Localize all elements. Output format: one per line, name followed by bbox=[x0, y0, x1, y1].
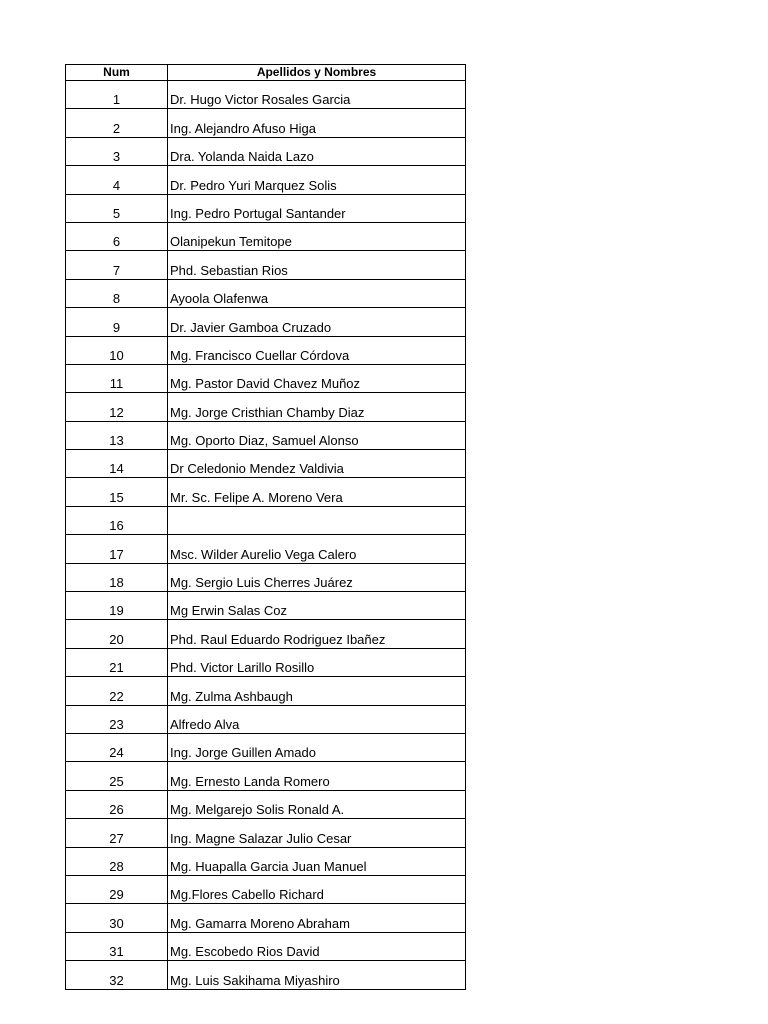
table-row bbox=[66, 364, 466, 392]
table-row bbox=[66, 961, 466, 989]
row-number: 10 bbox=[66, 336, 168, 364]
row-number: 26 bbox=[66, 790, 168, 818]
row-name: Ayoola Olafenwa bbox=[168, 279, 466, 307]
row-number: 2 bbox=[66, 109, 168, 137]
table-body bbox=[66, 81, 466, 990]
row-number: 18 bbox=[66, 563, 168, 591]
row-name: Mg.Flores Cabello Richard bbox=[168, 875, 466, 903]
row-number: 22 bbox=[66, 677, 168, 705]
table-row bbox=[66, 393, 466, 421]
table-row bbox=[66, 421, 466, 449]
table-row bbox=[66, 251, 466, 279]
table-row bbox=[66, 506, 466, 534]
row-name: Dra. Yolanda Naida Lazo bbox=[168, 137, 466, 165]
row-name: Ing. Magne Salazar Julio Cesar bbox=[168, 819, 466, 847]
row-number: 16 bbox=[66, 506, 168, 534]
table-row bbox=[66, 904, 466, 932]
row-number: 8 bbox=[66, 279, 168, 307]
table-row bbox=[66, 563, 466, 591]
row-number: 4 bbox=[66, 166, 168, 194]
table-row bbox=[66, 847, 466, 875]
table-row bbox=[66, 705, 466, 733]
table-row bbox=[66, 762, 466, 790]
row-name: Mg. Sergio Luis Cherres Juárez bbox=[168, 563, 466, 591]
row-number: 32 bbox=[66, 961, 168, 989]
row-name: Phd. Victor Larillo Rosillo bbox=[168, 648, 466, 676]
row-number: 29 bbox=[66, 875, 168, 903]
row-number: 30 bbox=[66, 904, 168, 932]
row-number: 17 bbox=[66, 535, 168, 563]
table-row bbox=[66, 620, 466, 648]
table-row bbox=[66, 592, 466, 620]
row-number: 6 bbox=[66, 222, 168, 250]
table-row bbox=[66, 875, 466, 903]
row-name: Mg. Melgarejo Solis Ronald A. bbox=[168, 790, 466, 818]
table-row bbox=[66, 336, 466, 364]
row-number: 3 bbox=[66, 137, 168, 165]
table-row bbox=[66, 279, 466, 307]
row-name: Dr Celedonio Mendez Valdivia bbox=[168, 450, 466, 478]
row-number: 5 bbox=[66, 194, 168, 222]
row-name: Mg. Luis Sakihama Miyashiro bbox=[168, 961, 466, 989]
row-number: 12 bbox=[66, 393, 168, 421]
row-number: 19 bbox=[66, 592, 168, 620]
row-name: Dr. Javier Gamboa Cruzado bbox=[168, 308, 466, 336]
table-row bbox=[66, 790, 466, 818]
row-number: 28 bbox=[66, 847, 168, 875]
row-name: Dr. Hugo Victor Rosales Garcia bbox=[168, 81, 466, 109]
row-name: Ing. Pedro Portugal Santander bbox=[168, 194, 466, 222]
row-name: Dr. Pedro Yuri Marquez Solis bbox=[168, 166, 466, 194]
row-number: 24 bbox=[66, 733, 168, 761]
table-row bbox=[66, 81, 466, 109]
table-row bbox=[66, 137, 466, 165]
table-row bbox=[66, 648, 466, 676]
table-row bbox=[66, 677, 466, 705]
table-row bbox=[66, 819, 466, 847]
row-number: 15 bbox=[66, 478, 168, 506]
row-name: Mg. Ernesto Landa Romero bbox=[168, 762, 466, 790]
row-name: Ing. Alejandro Afuso Higa bbox=[168, 109, 466, 137]
table-row bbox=[66, 478, 466, 506]
header-row bbox=[66, 65, 466, 81]
row-name: Phd. Raul Eduardo Rodriguez Ibañez bbox=[168, 620, 466, 648]
row-number: 31 bbox=[66, 932, 168, 960]
row-name: Mr. Sc. Felipe A. Moreno Vera bbox=[168, 478, 466, 506]
row-number: 7 bbox=[66, 251, 168, 279]
table-row bbox=[66, 932, 466, 960]
table-row bbox=[66, 222, 466, 250]
row-number: 14 bbox=[66, 450, 168, 478]
table-row bbox=[66, 166, 466, 194]
row-name: Mg. Oporto Diaz, Samuel Alonso bbox=[168, 421, 466, 449]
row-name: Mg. Jorge Cristhian Chamby Diaz bbox=[168, 393, 466, 421]
row-name: Msc. Wilder Aurelio Vega Calero bbox=[168, 535, 466, 563]
row-name: Ing. Jorge Guillen Amado bbox=[168, 733, 466, 761]
row-name: Mg. Francisco Cuellar Córdova bbox=[168, 336, 466, 364]
row-number: 27 bbox=[66, 819, 168, 847]
column-header-name: Apellidos y Nombres bbox=[168, 65, 466, 81]
table-row bbox=[66, 733, 466, 761]
row-number: 21 bbox=[66, 648, 168, 676]
row-name: Phd. Sebastian Rios bbox=[168, 251, 466, 279]
row-name: Mg. Huapalla Garcia Juan Manuel bbox=[168, 847, 466, 875]
row-name bbox=[168, 506, 466, 534]
table-row bbox=[66, 194, 466, 222]
row-name: Mg. Escobedo Rios David bbox=[168, 932, 466, 960]
row-number: 20 bbox=[66, 620, 168, 648]
row-number: 25 bbox=[66, 762, 168, 790]
participants-table bbox=[65, 64, 466, 990]
row-name: Mg Erwin Salas Coz bbox=[168, 592, 466, 620]
table-header bbox=[66, 65, 466, 81]
table-row bbox=[66, 308, 466, 336]
table-row bbox=[66, 450, 466, 478]
row-name: Mg. Gamarra Moreno Abraham bbox=[168, 904, 466, 932]
table-row bbox=[66, 109, 466, 137]
row-number: 9 bbox=[66, 308, 168, 336]
row-name: Mg. Pastor David Chavez Muñoz bbox=[168, 364, 466, 392]
row-number: 1 bbox=[66, 81, 168, 109]
column-header-num: Num bbox=[66, 65, 168, 81]
row-number: 13 bbox=[66, 421, 168, 449]
table-row bbox=[66, 535, 466, 563]
row-number: 11 bbox=[66, 364, 168, 392]
row-name: Mg. Zulma Ashbaugh bbox=[168, 677, 466, 705]
row-number: 23 bbox=[66, 705, 168, 733]
row-name: Olanipekun Temitope bbox=[168, 222, 466, 250]
row-name: Alfredo Alva bbox=[168, 705, 466, 733]
